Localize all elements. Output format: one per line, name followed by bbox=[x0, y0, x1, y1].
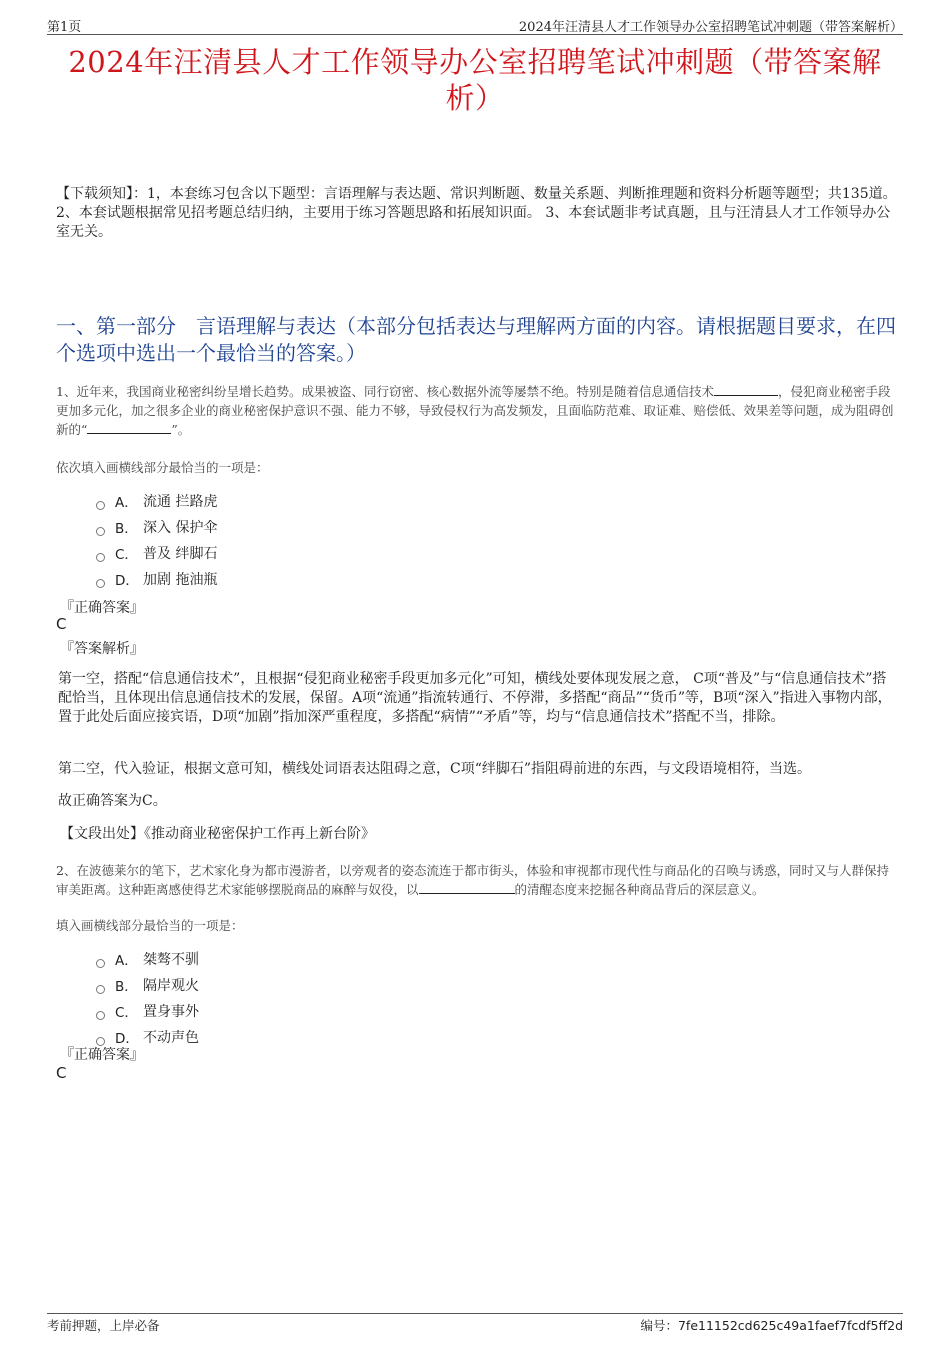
title-line-2: 析） bbox=[445, 81, 505, 115]
q2-answer-label: 『正确答案』 bbox=[60, 1047, 144, 1063]
q2-answer: C bbox=[56, 1064, 67, 1082]
q2-text-part-b: 的清醒态度来挖掘各种商品背后的深层意义。 bbox=[514, 882, 765, 897]
q2-text-part-a: 2、在波德莱尔的笔下，艺术家化身为都市漫游者，以旁观者的姿态流连于都市街头，体验和审视都市现代性与商品化的召唤与诱惑，同时又与人群保持审美距离。这种距离感使得艺术家能够摆脱商品的麻醉与奴役，以 bbox=[56, 863, 889, 897]
download-notice: 【下载须知】：1，本套练习包含以下题型：言语理解与表达题、常识判断题、数量关系题、判断推理题和资料分析题等题型；共135道。 2、本套试题根据常见招考题总结归纳，主要用于练习答题思路和拓展知识面。 3、本套试题非考试真题，且与汪清县人才工作领导办公室无关。 bbox=[56, 186, 897, 240]
q1-analysis-paragraph-2: 第二空，代入验证，根据文意可知，横线处词语表达阻碍之意，C项“绊脚石”指阻碍前进的东西，与文段语境相符，当选。 bbox=[58, 761, 812, 777]
footer-code-label: 编号： bbox=[640, 1318, 678, 1333]
page-footer bbox=[47, 1313, 903, 1334]
radio-icon[interactable] bbox=[96, 1011, 105, 1020]
page-number: 第1页 bbox=[47, 20, 82, 35]
q1-text-part-a: 1、近年来，我国商业秘密纠纷呈增长趋势。成果被盗、同行窃密、核心数据外流等屡禁不绝。特别是随着信息通信技术 bbox=[56, 384, 714, 399]
q1-answer: C bbox=[56, 615, 67, 633]
q1-blank-1 bbox=[714, 382, 778, 396]
q1-source: 【文段出处】《推动商业秘密保护工作再上新台阶》 bbox=[60, 826, 375, 842]
q1-option-d[interactable]: D． 加剧 拖油瓶 bbox=[96, 566, 217, 592]
q2-option-b[interactable]: B． 隔岸观火 bbox=[96, 972, 199, 998]
footer-code-value: 7fe11152cd625c49a1faef7fcdf5ff2d bbox=[677, 1318, 903, 1333]
q2-option-c[interactable]: C． 置身事外 bbox=[96, 998, 199, 1024]
header-doc-title: 2024年汪清县人才工作领导办公室招聘笔试冲刺题（带答案解析） bbox=[518, 20, 903, 35]
q1-prompt: 依次填入画横线部分最恰当的一项是： bbox=[56, 460, 269, 475]
q1-answer-label: 『正确答案』 bbox=[60, 600, 144, 616]
q1-text-part-c: ”。 bbox=[171, 422, 191, 437]
section-heading: 一、第一部分 言语理解与表达（本部分包括表达与理解两方面的内容。请根据题目要求，在四个选项中选出一个最恰当的答案。） bbox=[56, 314, 896, 365]
q2-prompt: 填入画横线部分最恰当的一项是： bbox=[56, 918, 244, 933]
radio-icon[interactable] bbox=[96, 527, 105, 536]
question-1-text bbox=[56, 382, 898, 439]
q1-option-c[interactable]: C． 普及 绊脚石 bbox=[96, 540, 217, 566]
footer-slogan: 考前押题，上岸必备 bbox=[47, 1318, 160, 1333]
q1-analysis-paragraph-1: 第一空，搭配“信息通信技术”，且根据“侵犯商业秘密手段更加多元化”可知，横线处要体现发展之意， C项“普及”与“信息通信技术”搭配恰当，且体现出信息通信技术的发展，保留。A项“流通”指流转通行、不停滞，多搭配“商品”“货币”等，B项“深入”指进入事物内部，置于此处后面应接宾语，D项“加剧”指加深严重程度，多搭配“病情”“矛盾”等，均与“信息通信技术”搭配不当，排除。 bbox=[58, 671, 892, 725]
radio-icon[interactable] bbox=[96, 959, 105, 968]
page-header bbox=[47, 14, 903, 35]
q2-option-d[interactable]: D． 不动声色 bbox=[96, 1024, 199, 1050]
q2-option-a[interactable]: A． 桀骜不驯 bbox=[96, 946, 199, 972]
footer-code bbox=[640, 1316, 903, 1334]
document-title bbox=[47, 44, 903, 116]
q1-options bbox=[96, 488, 217, 592]
q1-blank-2 bbox=[87, 420, 171, 434]
q1-option-a[interactable]: A． 流通 拦路虎 bbox=[96, 488, 217, 514]
radio-icon[interactable] bbox=[96, 985, 105, 994]
q1-analysis-label: 『答案解析』 bbox=[60, 641, 144, 657]
q2-blank bbox=[419, 880, 515, 894]
radio-icon[interactable] bbox=[96, 501, 105, 510]
title-line-1: 2024年汪清县人才工作领导办公室招聘笔试冲刺题（带答案解 bbox=[68, 45, 882, 79]
radio-icon[interactable] bbox=[96, 579, 105, 588]
question-2-text bbox=[56, 861, 898, 899]
q1-text-part-b: ，侵犯商业秘密手段更加多元化，加之很多企业的商业秘密保护意识不强、能力不够，导致侵权行为高发频发，且面临防范难、取证难、赔偿低、效果差等问题，成为阻碍创新的“ bbox=[56, 384, 894, 437]
q2-options bbox=[96, 946, 199, 1050]
radio-icon[interactable] bbox=[96, 553, 105, 562]
q1-option-b[interactable]: B． 深入 保护伞 bbox=[96, 514, 217, 540]
q1-analysis-paragraph-3: 故正确答案为C。 bbox=[58, 793, 167, 809]
